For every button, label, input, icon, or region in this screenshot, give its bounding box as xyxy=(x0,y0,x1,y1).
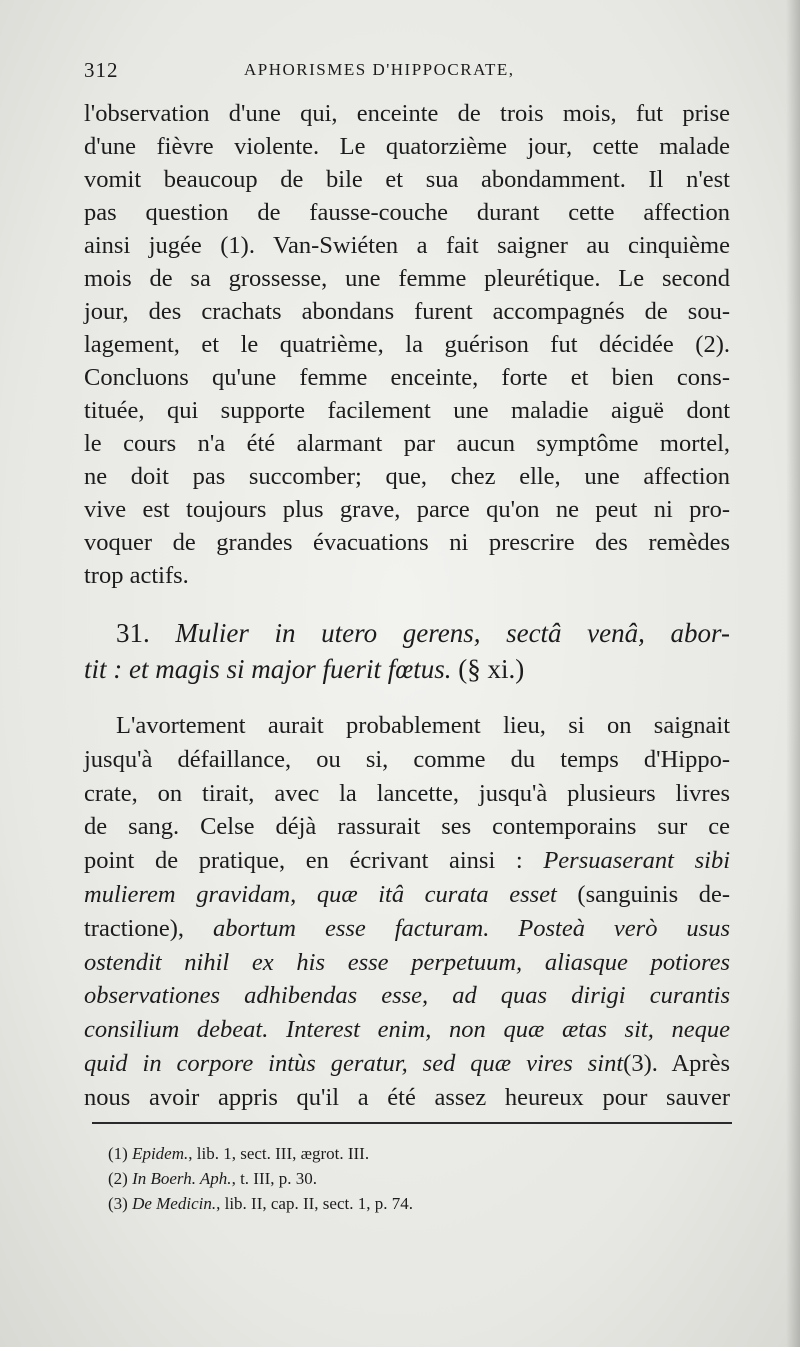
text-line: tituée, qui supporte facilement une maladie aiguë dont xyxy=(84,397,730,424)
text-line: L'avortement aurait probablement lieu, si on saignait xyxy=(116,712,730,739)
latin-quote-line: ostendit nihil ex his esse perpetuum, aliasque potiores xyxy=(84,948,730,976)
footnote-marker: (3) xyxy=(108,1194,128,1213)
text-line xyxy=(84,844,730,878)
aphorism-reference: (§ xi.) xyxy=(458,654,525,684)
text-line: pas question de fausse-couche durant cette affection xyxy=(84,199,730,226)
paragraph-2 xyxy=(84,709,730,1115)
text-line: crate, on tirait, avec la lancette, jusqu'à plusieurs livres xyxy=(84,779,730,807)
footnote-2 xyxy=(108,1166,708,1191)
footnote-text: , t. III, p. 30. xyxy=(231,1169,318,1188)
footnote-title: Epidem. xyxy=(132,1144,189,1163)
text-roman: (3). Après xyxy=(623,1049,730,1077)
footnote-text: , lib. 1, sect. III, ægrot. III. xyxy=(188,1144,370,1163)
aphorism-line-2 xyxy=(84,651,730,687)
text-line: trop actifs. xyxy=(84,562,189,589)
footnote-rule xyxy=(92,1122,732,1124)
text-line: vive est toujours plus grave, parce qu'on ne peut ni pro- xyxy=(84,496,730,523)
latin-quote-line: observationes adhibendas esse, ad quas dirigi curantis xyxy=(84,982,730,1010)
page-header xyxy=(84,58,704,88)
latin-quote: Persuaserant sibi xyxy=(543,847,731,875)
text-line: jour, des crachats abondans furent accompagnés de sou- xyxy=(84,298,730,325)
text-line: jusqu'à défaillance, ou si, comme du temps d'Hippo- xyxy=(84,745,730,773)
text-line: nous avoir appris qu'il a été assez heureux pour sauver xyxy=(84,1083,730,1111)
footnote-title: In Boerh. Aph. xyxy=(132,1169,232,1188)
text-line: ainsi jugée (1). Van-Swiéten a fait saigner au cinquième xyxy=(84,232,730,259)
footnote-marker: (2) xyxy=(108,1169,128,1188)
aphorism-latin-1: Mulier in utero gerens, sectâ venâ, abor- xyxy=(175,618,730,648)
text-line: mois de sa grossesse, une femme pleurétique. Le second xyxy=(84,265,730,292)
running-title: APHORISMES D'HIPPOCRATE, xyxy=(244,60,515,79)
text-line: l'observation d'une qui, enceinte de trois mois, fut prise xyxy=(84,100,730,127)
footnote-text: , lib. II, cap. II, sect. 1, p. 74. xyxy=(216,1194,413,1213)
paragraph-1 xyxy=(84,97,730,592)
footnote-3 xyxy=(108,1191,708,1216)
text-line: d'une fièvre violente. Le quatorzième jour, cette malade xyxy=(84,133,730,160)
text-line xyxy=(84,1047,730,1081)
text-line: vomit beaucoup de bile et sua abondamment. Il n'est xyxy=(84,166,730,193)
text-line: voquer de grandes évacuations ni prescrire des remèdes xyxy=(84,529,730,556)
text-line xyxy=(84,878,730,912)
aphorism-31 xyxy=(84,615,730,687)
latin-quote: abortum esse facturam. Posteà verò usus xyxy=(212,914,730,942)
text-line: ne doit pas succomber; que, chez elle, une affection xyxy=(84,463,730,490)
text-line: de sang. Celse déjà rassurait ses contemporains sur ce xyxy=(84,813,730,841)
footnote-1 xyxy=(108,1141,708,1166)
latin-quote-line: consilium debeat. Interest enim, non quæ ætas sit, neque xyxy=(84,1016,730,1044)
footnotes xyxy=(108,1141,708,1216)
text-line xyxy=(84,912,730,946)
text-roman: (sanguinis de- xyxy=(556,880,730,908)
text-line: Concluons qu'une femme enceinte, forte et bien cons- xyxy=(84,364,730,391)
aphorism-number: 31. xyxy=(116,618,150,648)
aphorism-line-1 xyxy=(84,615,730,651)
text-line: lagement, et le quatrième, la guérison fut décidée (2). xyxy=(84,331,730,358)
page-number: 312 xyxy=(84,58,119,82)
text-roman: point de pratique, en écrivant ainsi : xyxy=(84,847,544,875)
aphorism-latin-2: tit : et magis si major fuerit fœtus. xyxy=(84,654,452,684)
text-roman: tractione), xyxy=(84,914,213,942)
latin-quote: quid in corpore intùs geratur, sed quæ vires sint xyxy=(84,1049,624,1077)
footnote-title: De Medicin. xyxy=(132,1194,217,1213)
page-edge-shadow xyxy=(786,0,800,1347)
latin-quote: mulierem gravidam, quæ itâ curata esset xyxy=(84,880,557,908)
footnote-marker: (1) xyxy=(108,1144,128,1163)
text-line: le cours n'a été alarmant par aucun symptôme mortel, xyxy=(84,430,730,457)
